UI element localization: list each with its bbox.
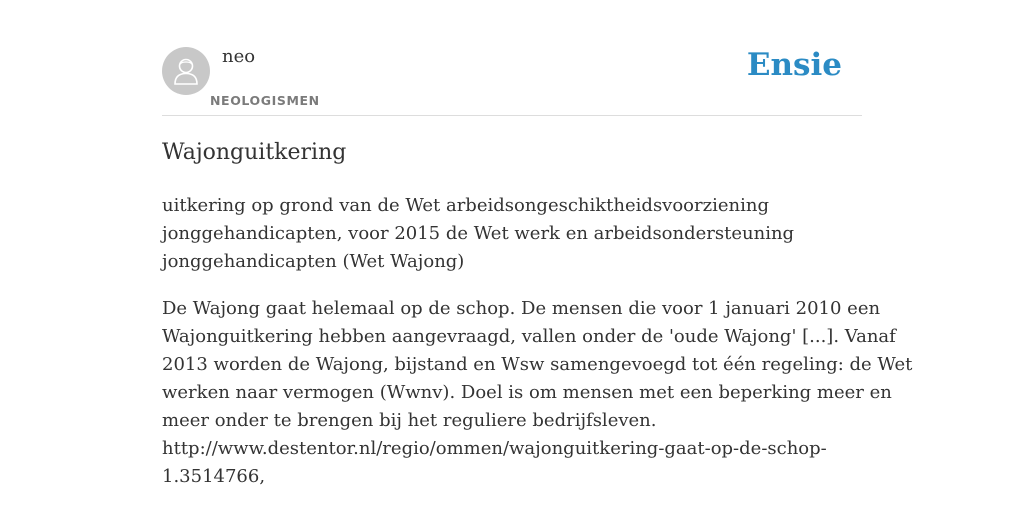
author-name[interactable]: neo [222, 46, 256, 67]
category-label[interactable]: NEOLOGISMEN [210, 93, 320, 108]
example-line: werken naar vermogen (Wwnv). Doel is om mensen met een beperking meer en [162, 382, 892, 403]
example-line: 2013 worden de Wajong, bijstand en Wsw samengevoegd tot één regeling: de Wet [162, 354, 913, 375]
entry-title: Wajonguitkering [162, 140, 347, 165]
example-line: Wajonguitkering hebben aangevraagd, vallen onder de 'oude Wajong' [...]. Vanaf [162, 326, 896, 347]
entry-definition [162, 192, 862, 276]
example-line: meer onder te brengen bij het reguliere bedrijfsleven. [162, 410, 657, 431]
entry-example [162, 295, 913, 491]
ensie-logo[interactable]: Ensie [746, 47, 842, 83]
entry-header [162, 0, 862, 116]
example-source-url: 1.3514766, [162, 466, 266, 487]
definition-line: uitkering op grond van de Wet arbeidsongeschiktheidsvoorziening [162, 195, 769, 216]
definition-line: jonggehandicapten (Wet Wajong) [162, 251, 465, 272]
example-line: De Wajong gaat helemaal op de schop. De mensen die voor 1 januari 2010 een [162, 298, 881, 319]
example-source-url: http://www.destentor.nl/regio/ommen/wajonguitkering-gaat-op-de-schop- [162, 438, 827, 459]
user-icon [172, 56, 200, 86]
entry-page [162, 0, 913, 487]
definition-line: jonggehandicapten, voor 2015 de Wet werk en arbeidsondersteuning [162, 223, 795, 244]
avatar[interactable] [162, 47, 210, 95]
